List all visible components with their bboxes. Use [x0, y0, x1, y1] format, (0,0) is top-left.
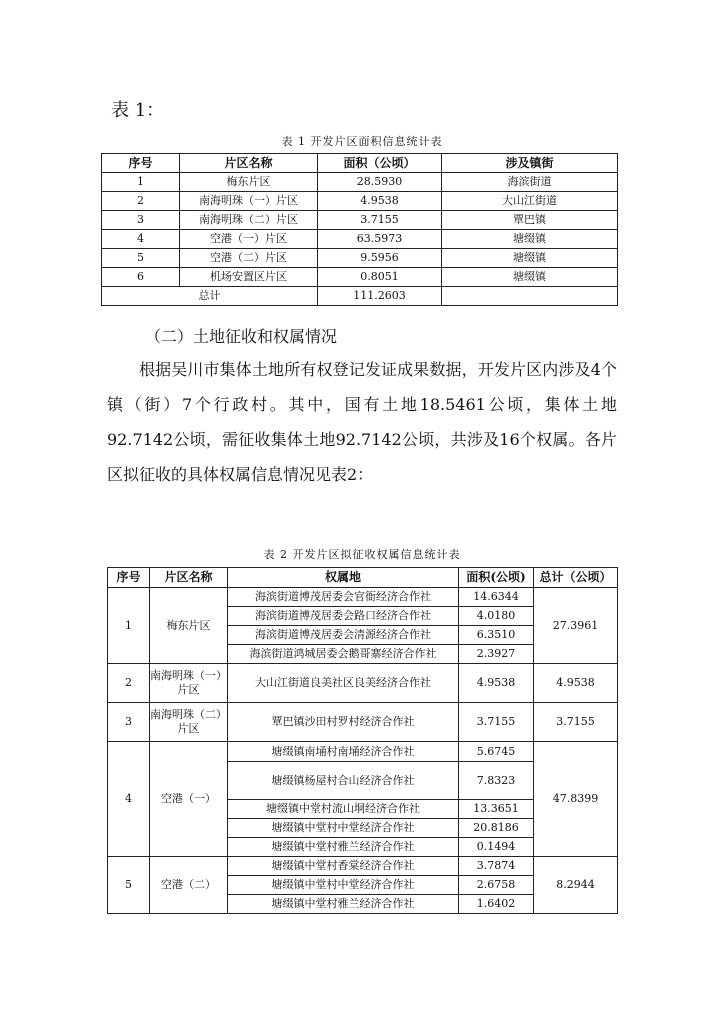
table-row [108, 588, 618, 607]
cell-total: 27.3961 [534, 588, 618, 664]
empty-cell [442, 287, 618, 306]
cell-index: 4 [102, 230, 180, 249]
cell-zone-name: 南海明珠（二）片区 [180, 211, 318, 230]
paragraph-text: 根据吴川市集体土地所有权登记发证成果数据，开发片区内涉及4个镇（街）7个行政村。其中，国有土地18.5461公顷，集体土地92.7142公顷，需征收集体土地92.7142公顷，共涉及16个权属。各片区拟征收的具体权属信息情况见表2： [107, 360, 617, 484]
cell-area: 14.6344 [459, 588, 534, 607]
cell-index: 2 [102, 192, 180, 211]
cell-zone-name: 空港（二） [150, 857, 228, 914]
table-row [108, 857, 618, 876]
header-total: 总计（公顷） [534, 568, 618, 588]
table-row [102, 192, 618, 211]
ownership-statistics-table [107, 567, 618, 914]
table-row [108, 664, 618, 703]
cell-index: 5 [108, 857, 150, 914]
cell-total: 4.9538 [534, 664, 618, 703]
area-statistics-table [101, 153, 618, 306]
cell-index: 5 [102, 249, 180, 268]
cell-area: 4.9538 [459, 664, 534, 703]
cell-zone-name: 南海明珠（一）片区 [150, 664, 228, 703]
cell-index: 3 [108, 703, 150, 742]
header-index: 序号 [108, 568, 150, 588]
cell-zone-name: 空港（一） [150, 742, 228, 857]
cell-area: 4.9538 [318, 192, 442, 211]
cell-area: 0.8051 [318, 268, 442, 287]
section-title: （二）土地征收和权属情况 [145, 327, 338, 346]
cell-towns: 大山江街道 [442, 192, 618, 211]
cell-owner: 塘缀镇中堂村雅兰经济合作社 [228, 838, 459, 857]
table-row [102, 230, 618, 249]
cell-area: 1.6402 [459, 895, 534, 914]
table-row [108, 742, 618, 762]
header-zone-name: 片区名称 [150, 568, 228, 588]
cell-area: 13.3651 [459, 800, 534, 819]
cell-index: 4 [108, 742, 150, 857]
cell-area: 20.8186 [459, 819, 534, 838]
cell-owner: 海滨街道博茂居委会清源经济合作社 [228, 626, 459, 645]
cell-zone-name: 南海明珠（二）片区 [150, 703, 228, 742]
cell-area: 4.0180 [459, 607, 534, 626]
cell-owner: 覃巴镇沙田村罗村经济合作社 [228, 703, 459, 742]
cell-zone-name: 空港（一）片区 [180, 230, 318, 249]
cell-towns: 海滨街道 [442, 173, 618, 192]
cell-total: 47.8399 [534, 742, 618, 857]
cell-owner: 海滨街道博茂居委会路口经济合作社 [228, 607, 459, 626]
cell-towns: 覃巴镇 [442, 211, 618, 230]
table-row [102, 211, 618, 230]
cell-index: 3 [102, 211, 180, 230]
cell-area: 3.7155 [459, 703, 534, 742]
cell-towns: 塘缀镇 [442, 249, 618, 268]
table-row [102, 249, 618, 268]
cell-total: 3.7155 [534, 703, 618, 742]
table-row [102, 268, 618, 287]
header-towns: 涉及镇街 [442, 154, 618, 173]
cell-area: 3.7874 [459, 857, 534, 876]
cell-area: 6.3510 [459, 626, 534, 645]
cell-zone-name: 南海明珠（一）片区 [180, 192, 318, 211]
cell-area: 0.1494 [459, 838, 534, 857]
cell-towns: 塘缀镇 [442, 230, 618, 249]
cell-zone-name: 梅东片区 [180, 173, 318, 192]
cell-zone-name: 梅东片区 [150, 588, 228, 664]
table1-caption: 表 1 开发片区面积信息统计表 [281, 135, 443, 148]
cell-area: 63.5973 [318, 230, 442, 249]
cell-area: 3.7155 [318, 211, 442, 230]
total-value: 111.2603 [318, 287, 442, 306]
header-zone-name: 片区名称 [180, 154, 318, 173]
cell-zone-name: 空港（二）片区 [180, 249, 318, 268]
cell-total: 8.2944 [534, 857, 618, 914]
header-owner: 权属地 [228, 568, 459, 588]
cell-zone-name: 机场安置区片区 [180, 268, 318, 287]
total-row [102, 287, 618, 306]
cell-towns: 塘缀镇 [442, 268, 618, 287]
table-row [108, 703, 618, 742]
cell-area: 5.6745 [459, 742, 534, 762]
cell-owner: 海滨街道鸿城居委会鹅哥寨经济合作社 [228, 645, 459, 664]
table-row [102, 173, 618, 192]
header-area: 面积（公顷） [318, 154, 442, 173]
header-index: 序号 [102, 154, 180, 173]
cell-index: 2 [108, 664, 150, 703]
cell-area: 9.5956 [318, 249, 442, 268]
cell-area: 28.5930 [318, 173, 442, 192]
cell-owner: 塘缀镇中堂村流山垌经济合作社 [228, 800, 459, 819]
cell-index: 1 [108, 588, 150, 664]
cell-owner: 塘缀镇杨屋村合山经济合作社 [228, 762, 459, 800]
cell-owner: 大山江街道良美社区良美经济合作社 [228, 664, 459, 703]
cell-area: 2.3927 [459, 645, 534, 664]
total-label: 总计 [102, 287, 318, 306]
cell-owner: 塘缀镇中堂村雅兰经济合作社 [228, 895, 459, 914]
cell-owner: 塘缀镇南埇村南埇经济合作社 [228, 742, 459, 762]
cell-owner: 海滨街道博茂居委会官衙经济合作社 [228, 588, 459, 607]
cell-owner: 塘缀镇中堂村中堂经济合作社 [228, 819, 459, 838]
cell-index: 1 [102, 173, 180, 192]
body-paragraph [107, 352, 617, 492]
header-area: 面积(公顷) [459, 568, 534, 588]
table2-caption: 表 2 开发片区拟征收权属信息统计表 [263, 548, 461, 561]
cell-owner: 塘缀镇中堂村香棠经济合作社 [228, 857, 459, 876]
document-heading: 表 1： [111, 100, 165, 121]
cell-area: 2.6758 [459, 876, 534, 895]
cell-area: 7.8323 [459, 762, 534, 800]
cell-index: 6 [102, 268, 180, 287]
cell-owner: 塘缀镇中堂村中堂经济合作社 [228, 876, 459, 895]
